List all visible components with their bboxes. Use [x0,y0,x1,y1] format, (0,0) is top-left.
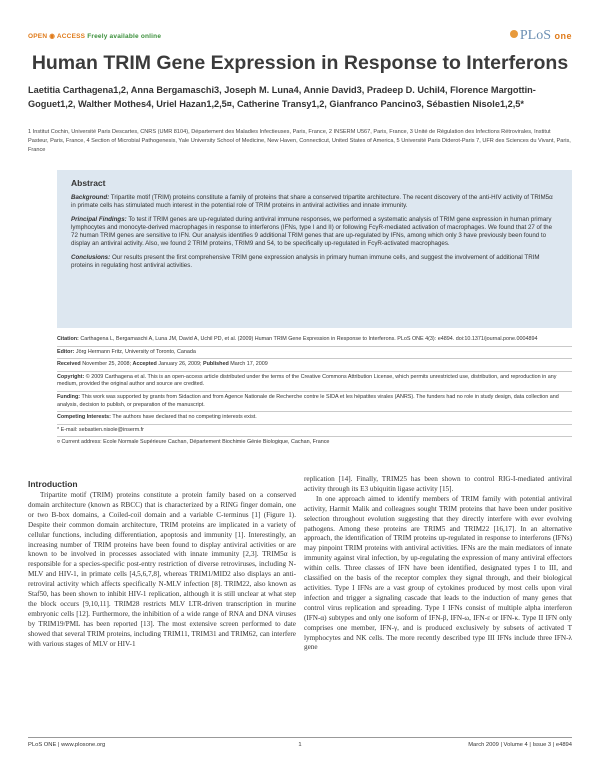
abstract-findings [71,216,558,249]
copyright-label: Copyright: [57,373,85,380]
left-column [28,491,296,650]
access-label: ACCESS [56,33,86,40]
copyright-text: © 2009 Carthagena et al. This is an open-access article distributed under the terms of the Creative Commons Attribution License, which permits unrestricted use, distribution, and reproduction in any medium, provided the original author and source are credited. [57,373,557,388]
conclusions-label: Conclusions: [71,253,111,261]
logo-plos-text: PLoS [519,28,551,43]
editor-text: Jörg Hermann Fritz, University of Toronto, Canada [75,348,196,355]
citation-label: Citation: [57,336,79,342]
findings-label: Principal Findings: [71,215,127,223]
findings-text: To test if TRIM genes are up-regulated during antiviral immune responses, we performed a systematic analysis of TRIM gene expression in human primary lymphocytes and monocyte-derived macrophages in response to interferons (IFNs, type I and II) or following FcγR-mediated activation of macrophages. We found that 27 of the 72 human TRIM genes are sensitive to IFN. Our analysis identifies 9 additional TRIM genes that are up-regulated by IFNs, among which only 3 have previously been found to display an antiviral activity. Also, we found 2 TRIM proteins, TRIM9 and 54, to be specifically up-regulated in FcγR-activated macrophages. [71,215,553,248]
citation-row [57,334,572,347]
article-title: Human TRIM Gene Expression in Response to Interferons [31,52,569,74]
footer-journal: PLoS ONE | www.plosone.org [28,742,106,748]
freely-available-label: Freely available online [87,33,162,40]
accepted-label: Accepted [132,361,157,368]
author-list: Laetitia Carthagena1,2, Anna Bergamaschi3, Joseph M. Luna4, Annie David3, Pradeep D. Uchil4, Florence Margottin-Goguet1,2, Walther Mothes4, Uriel Hazan1,2,5¤, Catherine Transy1,2, Gianfranco Pancino3, Sébastien Nisole1,2,5* [28,85,536,109]
intro-paragraph-2: In one approach aimed to identify members of TRIM family with potential antiviral activity, Harmit Malik and colleagues sought TRIM proteins that have been under positive selection throughout evolution suggesting that they directly interfere with ever evolving pathogens. Among these proteins are TRIM5 and TRIM22 [16,17]. In an alternative approach, the identification of TRIM proteins up-regulated in response to interferons (IFNs) may pinpoint TRIM proteins with antiviral activities. IFNs are the main mediators of innate immunity against viral infection, by up-regulating the expression of many antiviral effectors within cells. Three classes of IFN have been identified, designated types I to III, and classified on the basis of the receptor complex they signal through, and their biological activities. Type I IFNs are a vast group of cytokines produced by most cells upon viral infection and trigger a signaling cascade that leads to the induction of many genes that control virus replication and spreading. Type I IFNs consist of multiple alpha interferon (IFN-α) subtypes and only one isoform of IFN-β, IFN-ω, IFN-ε or IFN-κ. Type II IFN only comprises one member, IFN-γ, and is produced exclusively by subsets of activated T lymphocytes and NK cells. The more recently described type III IFNs include three IFN-λ gene [304,494,572,652]
open-access-lock-icon: ◉ [49,33,56,40]
background-label: Background: [71,194,110,201]
page-footer [28,737,572,748]
abstract-conclusions [71,254,558,271]
published-label: Published [203,361,229,368]
affiliations: 1 Institut Cochin, Université Paris Descartes, CNRS (UMR 8104), Département des Maladies Infectieuses, Paris, France, 2 INSERM U567, Paris, France, 3 Unité de Régulation des Infections Rétrovirales, Institut Pasteur, Paris, France, 4 Section of Microbial Pathogenesis, Yale University School of Medicine, New Haven, Connecticut, United States of America, 5 Université Paris Diderot-Paris 7, UFR des Sciences du Vivant, Paris, France [28,129,571,153]
abstract-heading: Abstract [71,178,106,188]
right-column [304,475,572,653]
dates-row [57,359,572,372]
open-access-badge [28,32,161,40]
funding-text: This work was supported by grants from Sidaction and from Agence Nationale de Recherche contre le SIDA et les hépatites virales (ANRS). The funders had no role in study design, data collection and analysis, decision to publish, or preparation of the manuscript. [57,393,559,408]
background-text: Tripartite motif (TRIM) proteins constitute a family of proteins that share a conserved tripartite architecture. The recent discovery of the anti-HIV activity of TRIM5α in primate cells has stimulated much interest in the potential role of TRIM proteins in antiviral activities and innate immunity. [71,194,553,210]
email-row [57,425,572,438]
funding-label: Funding: [57,393,81,400]
copyright-row [57,372,572,392]
editor-row [57,347,572,360]
abstract-background [71,194,558,211]
competing-text: The authors have declared that no competing interests exist. [112,414,257,421]
journal-header [28,28,572,46]
email-link[interactable]: sebastien.nisole@inserm.fr [78,426,144,433]
received-label: Received [57,361,81,368]
article-metadata [57,334,572,449]
open-label: OPEN [28,33,48,40]
plos-one-logo [510,28,572,44]
intro-paragraph-1: Tripartite motif (TRIM) proteins constitute a protein family based on a conserved domain architecture (known as RBCC) that is characterized by a RING finger domain, one or two B-box domains, a Coiled-coil domain and a variable C-terminus [1] (Figure 1). Despite their common domain architecture, TRIM proteins are implicated in a variety of cellular functions, including differentiation, apoptosis and immunity [1]. Interestingly, an increasing number of TRIM proteins have been found to display antiviral activities or are known to be involved in processes associated with innate immunity [2,3]. TRIM5α is responsible for a species-specific post-entry restriction of diverse retroviruses, including N-MLV and HIV-1, in primate cells [4,5,6,7,8], whereas TRIM1/MID2 also displays an anti-retroviral activity which affects specifically N-MLV infection [8]. TRIM22, also known as Staf50, has been shown to inhibit HIV-1 replication, although it is still unclear at what step the block occurs [9,10,11]. TRIM28 restricts MLV LTR-driven transcription in murine embryonic cells [12]. Furthermore, the inhibition of a wide range of RNA and DNA viruses by TRIM19/PML has been reported [13]. The most extensive screen performed to date showed that several TRIM proteins, including TRIM11, TRIM31 and TRIM62, can interfere with various stages of MLV or HIV-1 [28,491,296,648]
logo-dot-icon [510,30,518,38]
current-address-text: Ecole Normale Supérieure Cachan, Département Biochimie Génie Biologique, Cachan, France [103,439,330,446]
published-date: March 17, 2009 [230,361,268,368]
footer-page-number: 1 [298,742,302,748]
competing-label: Competing Interests: [57,414,111,421]
current-address-label: ¤ Current address: [57,439,102,446]
conclusions-text: Our results present the first comprehensive TRIM gene expression analysis in primary human immune cells, and suggest the involvement of additional TRIM proteins in regulating host antiviral activities. [71,253,540,270]
citation-text: Carthagena L, Bergamaschi A, Luna JM, David A, Uchil PD, et al. (2009) Human TRIM Gene Expression in Response to Interferons. PLoS ONE 4(3): e4894. doi:10.1371/journal.pone.0004894 [80,336,538,342]
received-date: November 25, 2008; [82,361,132,368]
intro-paragraph-continued: replication [14]. Finally, TRIM25 has been shown to control RIG-I-mediated antiviral activity through its E3 ubiquitin ligase activity [15]. [304,475,572,493]
introduction-heading: Introduction [28,479,78,489]
accepted-date: January 26, 2009; [158,361,202,368]
logo-one-text: one [554,31,572,41]
competing-row [57,412,572,425]
email-label: * E-mail: [57,426,78,433]
footer-issue: March 2009 | Volume 4 | Issue 3 | e4894 [468,742,572,748]
funding-row [57,392,572,412]
current-address-row [57,437,572,449]
abstract-box [57,170,572,328]
editor-label: Editor: [57,348,75,355]
